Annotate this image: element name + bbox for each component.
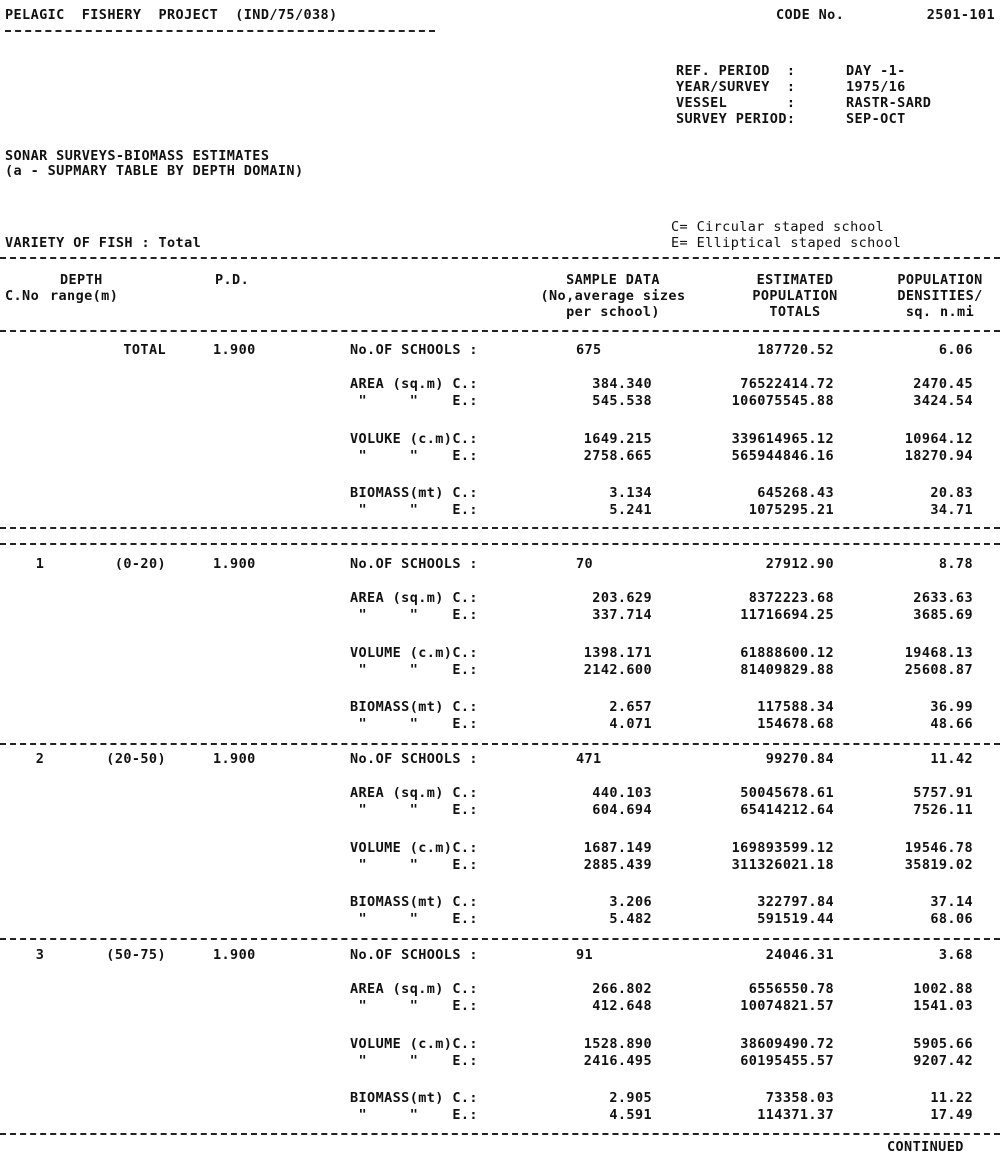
row-population-density: 8.78 xyxy=(938,556,973,572)
meta-survey-period-value: SEP-OCT xyxy=(846,111,906,127)
row-label: " " E.: xyxy=(350,393,478,409)
row-population-density: 7526.11 xyxy=(913,802,973,818)
row-sample-value: 440.103 xyxy=(592,785,652,801)
row-sample-value: 3.134 xyxy=(609,485,652,501)
row-label: BIOMASS(mt) C.: xyxy=(350,1090,478,1106)
row-label: " " E.: xyxy=(350,802,478,818)
section-divider xyxy=(0,543,1000,545)
row-population-total: 61888600.12 xyxy=(740,645,834,661)
meta-vessel-label: VESSEL : xyxy=(676,95,796,111)
row-population-total: 99270.84 xyxy=(765,751,834,767)
col-range: range(m) xyxy=(50,288,119,304)
col-sample-2: (No,average sizes xyxy=(540,288,686,304)
section-depth-range: (20-50) xyxy=(106,751,166,767)
col-sample-1: SAMPLE DATA xyxy=(566,272,660,288)
row-label: AREA (sq.m) C.: xyxy=(350,981,478,997)
row-label: BIOMASS(mt) C.: xyxy=(350,485,478,501)
section-pd: 1.900 xyxy=(213,947,256,963)
row-population-density: 35819.02 xyxy=(904,857,973,873)
row-population-total: 106075545.88 xyxy=(731,393,834,409)
row-label: BIOMASS(mt) C.: xyxy=(350,894,478,910)
row-population-total: 322797.84 xyxy=(757,894,834,910)
row-population-total: 50045678.61 xyxy=(740,785,834,801)
row-population-density: 37.14 xyxy=(930,894,973,910)
code-value: 2501-101 xyxy=(926,7,995,23)
section-divider xyxy=(0,938,1000,940)
continued-label: CONTINUED xyxy=(887,1139,964,1155)
row-population-total: 339614965.12 xyxy=(731,431,834,447)
row-sample-value: 471 xyxy=(576,751,602,767)
col-dens-2: DENSITIES/ xyxy=(897,288,983,304)
row-sample-value: 2758.665 xyxy=(583,448,652,464)
row-label: " " E.: xyxy=(350,1053,478,1069)
row-population-density: 10964.12 xyxy=(904,431,973,447)
row-population-density: 20.83 xyxy=(930,485,973,501)
row-label: " " E.: xyxy=(350,448,478,464)
row-population-density: 18270.94 xyxy=(904,448,973,464)
row-sample-value: 2.905 xyxy=(609,1090,652,1106)
section-depth-range: TOTAL xyxy=(123,342,166,358)
row-population-total: 1075295.21 xyxy=(748,502,834,518)
row-population-density: 19468.13 xyxy=(904,645,973,661)
section-pd: 1.900 xyxy=(213,556,256,572)
row-population-density: 68.06 xyxy=(930,911,973,927)
section-divider xyxy=(0,330,1000,332)
row-population-total: 10074821.57 xyxy=(740,998,834,1014)
row-population-density: 5757.91 xyxy=(913,785,973,801)
col-est-3: TOTALS xyxy=(769,304,821,320)
row-sample-value: 4.071 xyxy=(609,716,652,732)
row-population-total: 38609490.72 xyxy=(740,1036,834,1052)
row-population-density: 19546.78 xyxy=(904,840,973,856)
row-population-total: 187720.52 xyxy=(757,342,834,358)
row-population-total: 114371.37 xyxy=(757,1107,834,1123)
section-cno: 2 xyxy=(35,751,45,767)
row-sample-value: 1649.215 xyxy=(583,431,652,447)
row-population-total: 154678.68 xyxy=(757,716,834,732)
col-dens-1: POPULATION xyxy=(897,272,983,288)
row-population-density: 3685.69 xyxy=(913,607,973,623)
row-sample-value: 2142.600 xyxy=(583,662,652,678)
report-subtitle: (a - SUPMARY TABLE BY DEPTH DOMAIN) xyxy=(5,163,304,179)
row-sample-value: 675 xyxy=(576,342,602,358)
row-sample-value: 1528.890 xyxy=(583,1036,652,1052)
row-label: " " E.: xyxy=(350,911,478,927)
meta-year-survey-value: 1975/16 xyxy=(846,79,906,95)
row-population-density: 17.49 xyxy=(930,1107,973,1123)
row-population-density: 3424.54 xyxy=(913,393,973,409)
row-population-density: 2633.63 xyxy=(913,590,973,606)
col-est-1: ESTIMATED xyxy=(756,272,834,288)
col-pd: P.D. xyxy=(215,272,250,288)
col-depth: DEPTH xyxy=(60,272,103,288)
row-sample-value: 4.591 xyxy=(609,1107,652,1123)
row-sample-value: 266.802 xyxy=(592,981,652,997)
row-label: " " E.: xyxy=(350,662,478,678)
meta-year-survey-label: YEAR/SURVEY : xyxy=(676,79,796,95)
row-population-total: 81409829.88 xyxy=(740,662,834,678)
section-divider xyxy=(0,743,1000,745)
row-population-total: 169893599.12 xyxy=(731,840,834,856)
row-population-density: 36.99 xyxy=(930,699,973,715)
row-population-total: 6556550.78 xyxy=(748,981,834,997)
meta-survey-period-label: SURVEY PERIOD: xyxy=(676,111,796,127)
col-dens-3: sq. n.mi xyxy=(905,304,975,320)
row-population-density: 3.68 xyxy=(938,947,973,963)
section-pd: 1.900 xyxy=(213,751,256,767)
row-sample-value: 5.482 xyxy=(609,911,652,927)
row-population-density: 11.22 xyxy=(930,1090,973,1106)
code-label: CODE No. xyxy=(776,7,845,23)
row-label: AREA (sq.m) C.: xyxy=(350,785,478,801)
report-title: SONAR SURVEYS-BIOMASS ESTIMATES xyxy=(5,148,270,164)
row-sample-value: 412.648 xyxy=(592,998,652,1014)
row-population-density: 25608.87 xyxy=(904,662,973,678)
section-cno: 3 xyxy=(35,947,45,963)
row-sample-value: 2.657 xyxy=(609,699,652,715)
col-sample-3: per school) xyxy=(566,304,660,320)
row-label: " " E.: xyxy=(350,998,478,1014)
row-population-total: 311326021.18 xyxy=(731,857,834,873)
col-cno: C.No xyxy=(5,288,40,304)
row-label: VOLUME (c.m)C.: xyxy=(350,1036,478,1052)
section-pd: 1.900 xyxy=(213,342,256,358)
header-divider xyxy=(0,257,1000,259)
section-divider xyxy=(0,527,1000,529)
row-sample-value: 604.694 xyxy=(592,802,652,818)
row-sample-value: 2416.495 xyxy=(583,1053,652,1069)
variety-of-fish: VARIETY OF FISH : Total xyxy=(5,235,202,251)
meta-ref-period-label: REF. PERIOD : xyxy=(676,63,796,79)
row-label: " " E.: xyxy=(350,716,478,732)
row-population-total: 24046.31 xyxy=(765,947,834,963)
row-sample-value: 203.629 xyxy=(592,590,652,606)
row-sample-value: 1687.149 xyxy=(583,840,652,856)
row-population-density: 2470.45 xyxy=(913,376,973,392)
row-label: No.OF SCHOOLS : xyxy=(350,751,478,767)
row-population-density: 11.42 xyxy=(930,751,973,767)
project-title: PELAGIC FISHERY PROJECT (IND/75/038) xyxy=(5,7,338,23)
row-label: No.OF SCHOOLS : xyxy=(350,556,478,572)
row-population-total: 591519.44 xyxy=(757,911,834,927)
row-label: No.OF SCHOOLS : xyxy=(350,947,478,963)
legend-elliptical: E= Elliptical staped school xyxy=(671,235,902,251)
row-population-density: 1002.88 xyxy=(913,981,973,997)
section-depth-range: (50-75) xyxy=(106,947,166,963)
row-population-total: 60195455.57 xyxy=(740,1053,834,1069)
row-population-total: 73358.03 xyxy=(765,1090,834,1106)
row-population-total: 27912.90 xyxy=(765,556,834,572)
row-sample-value: 5.241 xyxy=(609,502,652,518)
row-population-total: 565944846.16 xyxy=(731,448,834,464)
row-population-density: 48.66 xyxy=(930,716,973,732)
row-label: AREA (sq.m) C.: xyxy=(350,376,478,392)
row-label: VOLUME (c.m)C.: xyxy=(350,840,478,856)
row-population-density: 5905.66 xyxy=(913,1036,973,1052)
row-label: VOLUKE (c.m)C.: xyxy=(350,431,478,447)
row-sample-value: 3.206 xyxy=(609,894,652,910)
row-sample-value: 2885.439 xyxy=(583,857,652,873)
row-label: BIOMASS(mt) C.: xyxy=(350,699,478,715)
row-population-density: 9207.42 xyxy=(913,1053,973,1069)
row-sample-value: 70 xyxy=(576,556,594,572)
section-divider xyxy=(0,1133,1000,1135)
row-label: AREA (sq.m) C.: xyxy=(350,590,478,606)
title-underline xyxy=(5,30,435,32)
row-population-density: 1541.03 xyxy=(913,998,973,1014)
section-depth-range: (0-20) xyxy=(114,556,166,572)
row-sample-value: 91 xyxy=(576,947,594,963)
row-population-total: 11716694.25 xyxy=(740,607,834,623)
row-sample-value: 1398.171 xyxy=(583,645,652,661)
row-sample-value: 384.340 xyxy=(592,376,652,392)
row-label: VOLUME (c.m)C.: xyxy=(350,645,478,661)
row-label: " " E.: xyxy=(350,502,478,518)
row-population-total: 8372223.68 xyxy=(748,590,834,606)
meta-ref-period-value: DAY -1- xyxy=(846,63,906,79)
row-population-density: 34.71 xyxy=(930,502,973,518)
legend-circular: C= Circular staped school xyxy=(671,219,885,235)
meta-vessel-value: RASTR-SARD xyxy=(846,95,932,111)
row-label: " " E.: xyxy=(350,607,478,623)
row-population-total: 65414212.64 xyxy=(740,802,834,818)
row-population-total: 645268.43 xyxy=(757,485,834,501)
row-population-total: 76522414.72 xyxy=(740,376,834,392)
row-sample-value: 337.714 xyxy=(592,607,652,623)
row-population-density: 6.06 xyxy=(938,342,973,358)
row-label: " " E.: xyxy=(350,857,478,873)
row-label: No.OF SCHOOLS : xyxy=(350,342,478,358)
row-label: " " E.: xyxy=(350,1107,478,1123)
row-population-total: 117588.34 xyxy=(757,699,834,715)
col-est-2: POPULATION xyxy=(752,288,838,304)
section-cno: 1 xyxy=(35,556,45,572)
row-sample-value: 545.538 xyxy=(592,393,652,409)
